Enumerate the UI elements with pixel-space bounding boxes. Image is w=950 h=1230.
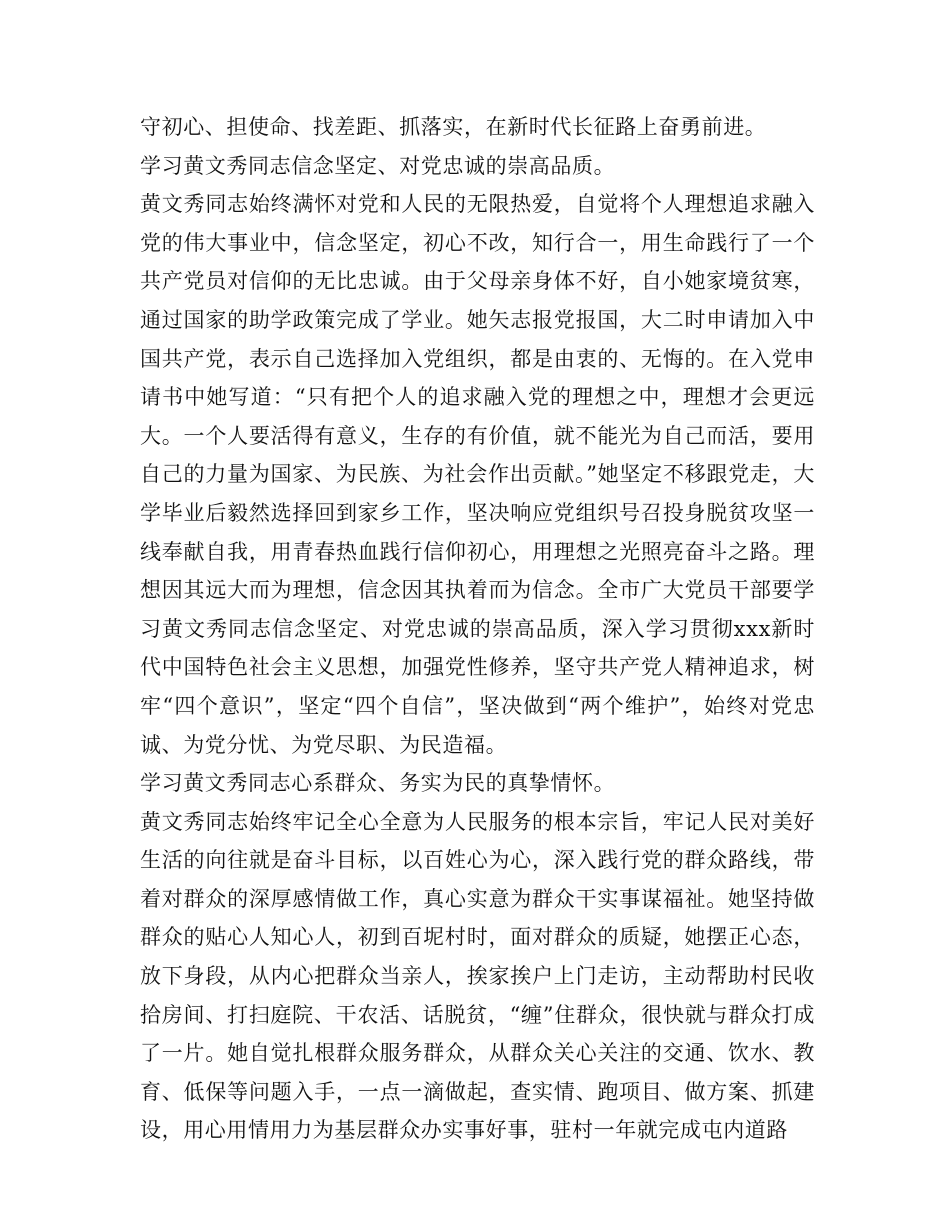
heading-serve-people: 学习黄文秀同志心系群众、务实为民的真挚情怀。: [140, 771, 616, 796]
paragraph-serve-people: 黄文秀同志始终牢记全心全意为人民服务的根本宗旨，牢记人民对美好生活的向往就是奋斗目标，以百姓心为心，深入践行党的群众路线，带着对群众的深厚感情做工作，真心实意为群众干实事谋福祉。她坚持做群众的贴心人知心人，初到百坭村时，面对群众的质疑，她摆正心态，放下身段，从内心把群众当亲人，挨家挨户上门走访，主动帮助村民收拾房间、打扫庭院、干农活、话脱贫，“缠”住群众，很快就与群众打成了一片。她自觉扎根群众服务群众，从群众关心关注的交通、饮水、教育、低保等问题入手，一点一滴做起，查实情、跑项目、做方案、抓建设，用心用情用力为基层群众办实事好事，驻村一年就完成屯内道路: [140, 809, 815, 1143]
paragraph-faith-loyalty: 黄文秀同志始终满怀对党和人民的无限热爱，自觉将个人理想追求融入党的伟大事业中，信念坚定，初心不改，知行合一，用生命践行了一个共产党员对信仰的无比忠诚。由于父母亲身体不好，自小她家境贫寒，通过国家的助学政策完成了学业。她矢志报党报国，大二时申请加入中国共产党，表示自己选择加入党组织，都是由衷的、无悔的。在入党申请书中她写道：“只有把个人的追求融入党的理想之中，理想才会更远大。一个人要活得有意义，生存的有价值，就不能光为自己而活，要用自己的力量为国家、为民族、为社会作出贡献。”她坚定不移跟党走，大学毕业后毅然选择回到家乡工作，坚决响应党组织号召投身脱贫攻坚一线奉献自我，用青春热血践行信仰初心，用理想之光照亮奋斗之路。理想因其远大而为理想，信念因其执着而为信念。全市广大党员干部要学习黄文秀同志信念坚定、对党忠诚的崇高品质，深入学习贯彻xxx新时代中国特色社会主义思想，加强党性修养，坚守共产党人精神追求，树牢“四个意识”，坚定“四个自信”，坚决做到“两个维护”，始终对党忠诚、为党分忧、为党尽职、为民造福。: [140, 192, 815, 757]
document-body: [140, 108, 815, 1150]
heading-faith-loyalty: 学习黄文秀同志信念坚定、对党忠诚的崇高品质。: [140, 153, 616, 178]
paragraph-intro-line: 守初心、担使命、找差距、抓落实，在新时代长征路上奋勇前进。: [140, 115, 767, 139]
